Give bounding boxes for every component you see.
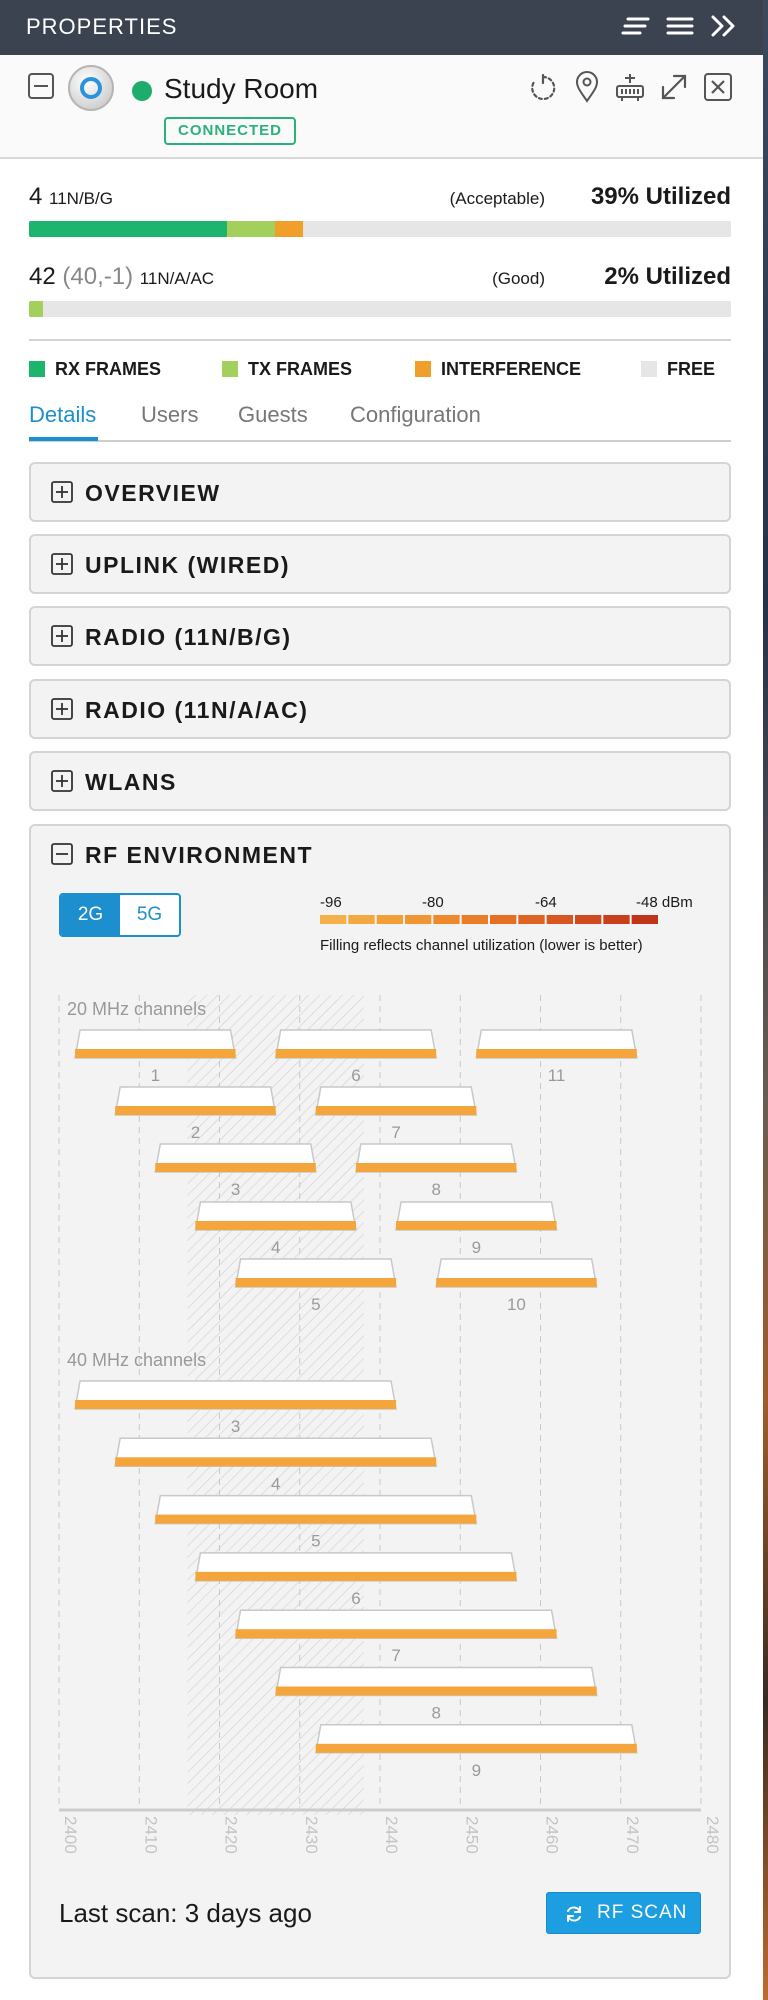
collapse-icon[interactable] xyxy=(28,73,54,104)
legend-interference-label: INTERFERENCE xyxy=(441,359,582,379)
legend-free-label: FREE xyxy=(667,359,716,379)
expand-icon xyxy=(51,770,73,792)
channel-fill xyxy=(476,1049,637,1058)
scale-step xyxy=(433,915,459,924)
channel-label: 5 xyxy=(311,1531,321,1551)
device-manage-icon[interactable] xyxy=(614,71,646,108)
channel-fill xyxy=(236,1629,557,1638)
collapse-icon xyxy=(51,843,73,865)
legend-tx-label: TX FRAMES xyxy=(248,359,353,379)
section-wlans-label: WLANS xyxy=(85,769,177,795)
tab-users[interactable]: Users xyxy=(141,402,199,427)
channel-label: 8 xyxy=(431,1703,441,1723)
channel-label: 7 xyxy=(391,1123,401,1142)
channel-label: 3 xyxy=(230,1417,241,1436)
band-5g-button[interactable]: 5G xyxy=(136,904,163,925)
section-radio-na-label: RADIO (11N/A/AC) xyxy=(85,697,309,723)
scale-step xyxy=(518,915,544,924)
channel-40mhz xyxy=(115,1438,436,1493)
radio-na-utilization: 2% Utilized xyxy=(604,263,731,290)
panel-title: PROPERTIES xyxy=(26,14,178,39)
scale-step xyxy=(348,915,374,924)
section-overview[interactable] xyxy=(29,462,731,522)
channel-fill xyxy=(276,1049,437,1058)
channel-fill xyxy=(316,1744,637,1753)
radio-ng-band: 11N/B/G xyxy=(49,189,113,208)
align-right-icon[interactable] xyxy=(620,12,652,42)
interference-segment xyxy=(275,221,303,237)
channel-fill xyxy=(155,1163,315,1172)
scale-step xyxy=(405,915,431,924)
access-point-icon xyxy=(66,63,116,118)
channel-label: 9 xyxy=(471,1238,482,1257)
channel-fill xyxy=(276,1687,597,1696)
scale-label-2: -80 xyxy=(422,894,444,911)
channel-label: 6 xyxy=(351,1588,361,1608)
scale-step xyxy=(377,915,403,924)
section-radio-ng[interactable] xyxy=(29,606,731,666)
expand-icon xyxy=(51,625,73,647)
scale-label-min: -96 xyxy=(320,894,342,911)
scale-step xyxy=(320,915,346,924)
active-tab-indicator xyxy=(29,437,98,441)
radio-na-utilization-bar xyxy=(29,301,731,317)
radio-ng-utilization: 39% Utilized xyxy=(590,183,731,210)
scale-step xyxy=(632,915,658,924)
channel-fill xyxy=(195,1221,355,1230)
radio-na-channel xyxy=(29,263,214,291)
channel-label: 7 xyxy=(391,1646,401,1666)
tx-segment xyxy=(29,301,43,317)
legend-rx-swatch xyxy=(29,361,45,377)
signal-scale-bar xyxy=(320,915,660,925)
locate-icon[interactable] xyxy=(572,71,602,108)
channel-label: 2 xyxy=(190,1123,201,1142)
channel-label: 3 xyxy=(230,1180,241,1199)
x-tick-label: 2430 xyxy=(301,1816,321,1854)
channel-fill xyxy=(356,1163,517,1172)
legend-interference-swatch xyxy=(415,361,431,377)
channel-fill xyxy=(195,1572,516,1581)
desktop-background-edge xyxy=(763,0,768,2000)
rf-scan-button[interactable] xyxy=(546,1892,701,1934)
channel-20mhz xyxy=(396,1202,557,1257)
x-tick-label: 2440 xyxy=(382,1816,401,1854)
device-header xyxy=(0,55,763,159)
channel-fill xyxy=(436,1278,597,1287)
tabs-baseline xyxy=(29,440,731,442)
tab-details[interactable]: Details xyxy=(29,402,97,427)
expand-icon xyxy=(51,553,73,575)
menu-icon[interactable] xyxy=(664,12,696,42)
x-tick-label: 2450 xyxy=(462,1816,482,1854)
scale-step xyxy=(547,915,573,924)
radio-ng-channel xyxy=(29,183,113,211)
channel-label: 10 xyxy=(506,1295,526,1314)
channel-fill xyxy=(75,1400,396,1409)
section-uplink[interactable] xyxy=(29,534,731,594)
channel-label: 6 xyxy=(351,1066,361,1085)
device-name: Study Room xyxy=(164,73,319,104)
channel-label: 4 xyxy=(270,1238,281,1257)
channel-20mhz xyxy=(476,1030,637,1085)
section-overview-label: OVERVIEW xyxy=(85,480,221,506)
channel-fill xyxy=(155,1515,476,1524)
channel-label: 1 xyxy=(150,1066,161,1085)
group-40mhz-label: 40 MHz channels xyxy=(67,1350,207,1370)
channel-label: 5 xyxy=(311,1295,321,1314)
scale-note: Filling reflects channel utilization (lower is better) xyxy=(320,937,643,954)
expand-icon xyxy=(51,481,73,503)
close-icon[interactable] xyxy=(704,73,732,106)
section-uplink-label: UPLINK (WIRED) xyxy=(85,552,290,578)
collapse-panel-icon[interactable] xyxy=(708,12,740,42)
radio-ng-quality: (Acceptable) xyxy=(449,189,545,208)
tx-segment xyxy=(227,221,275,237)
legend-free-swatch xyxy=(641,361,657,377)
last-scan-text: Last scan: 3 days ago xyxy=(59,1898,312,1928)
rf-scan-label: RF SCAN xyxy=(597,1902,688,1923)
radio-na-band: 11N/A/AC xyxy=(139,269,215,288)
legend-rx xyxy=(29,359,161,380)
channel-fill xyxy=(316,1106,477,1115)
section-radio-ng-label: RADIO (11N/B/G) xyxy=(85,624,292,650)
section-radio-na[interactable] xyxy=(29,679,731,739)
x-tick-label: 2400 xyxy=(61,1816,80,1854)
tab-configuration[interactable]: Configuration xyxy=(350,402,481,427)
channel-label: 9 xyxy=(471,1760,482,1780)
section-rf-header[interactable] xyxy=(31,826,729,886)
expand-icon[interactable] xyxy=(658,71,690,108)
channel-fill xyxy=(236,1278,396,1287)
legend-free xyxy=(641,359,715,380)
group-20mhz-label: 20 MHz channels xyxy=(67,999,207,1019)
scale-step xyxy=(490,915,516,924)
rx-segment xyxy=(29,221,227,237)
scale-step xyxy=(575,915,601,924)
tab-guests[interactable]: Guests xyxy=(238,402,308,427)
panel-header xyxy=(0,0,763,55)
radio-na-channel-number: 42 xyxy=(29,263,56,290)
radio-ng-utilization-bar xyxy=(29,221,731,237)
radio-ng-channel-number: 4 xyxy=(29,183,43,210)
status-dot xyxy=(132,81,152,101)
expand-icon xyxy=(51,698,73,720)
x-tick-label: 2470 xyxy=(622,1816,642,1854)
connected-badge: CONNECTED xyxy=(164,117,296,145)
channel-label: 4 xyxy=(270,1474,281,1494)
legend-rx-label: RX FRAMES xyxy=(55,359,162,379)
scale-step xyxy=(462,915,488,924)
channel-fill xyxy=(396,1221,557,1230)
channel-fill xyxy=(115,1106,275,1115)
channel-fill xyxy=(115,1457,436,1466)
channel-label: 11 xyxy=(547,1066,566,1085)
refresh-icon xyxy=(564,1904,584,1924)
band-toggle xyxy=(59,893,181,937)
x-tick-label: 2420 xyxy=(221,1816,241,1854)
channel-20mhz xyxy=(356,1144,517,1199)
scale-step xyxy=(603,915,629,924)
band-2g-button[interactable]: 2G xyxy=(61,895,120,935)
channel-label: 8 xyxy=(431,1180,441,1199)
section-wlans[interactable] xyxy=(29,751,731,811)
x-tick-label: 2460 xyxy=(542,1816,562,1854)
channel-chart xyxy=(29,980,731,1860)
x-tick-label: 2480 xyxy=(703,1816,722,1854)
radio-na-quality: (Good) xyxy=(492,269,545,288)
legend-interference xyxy=(415,359,581,380)
radio-na-channel-extension: (40,-1) xyxy=(62,263,134,290)
x-tick-label: 2410 xyxy=(141,1816,161,1854)
section-rf-label: RF ENVIRONMENT xyxy=(85,842,313,868)
divider xyxy=(29,339,731,341)
legend-tx xyxy=(222,359,352,380)
channel-fill xyxy=(75,1049,236,1058)
scale-label-max: -48 dBm xyxy=(636,894,693,911)
restart-icon[interactable] xyxy=(528,73,558,108)
legend-tx-swatch xyxy=(222,361,238,377)
scale-label-3: -64 xyxy=(535,894,557,911)
